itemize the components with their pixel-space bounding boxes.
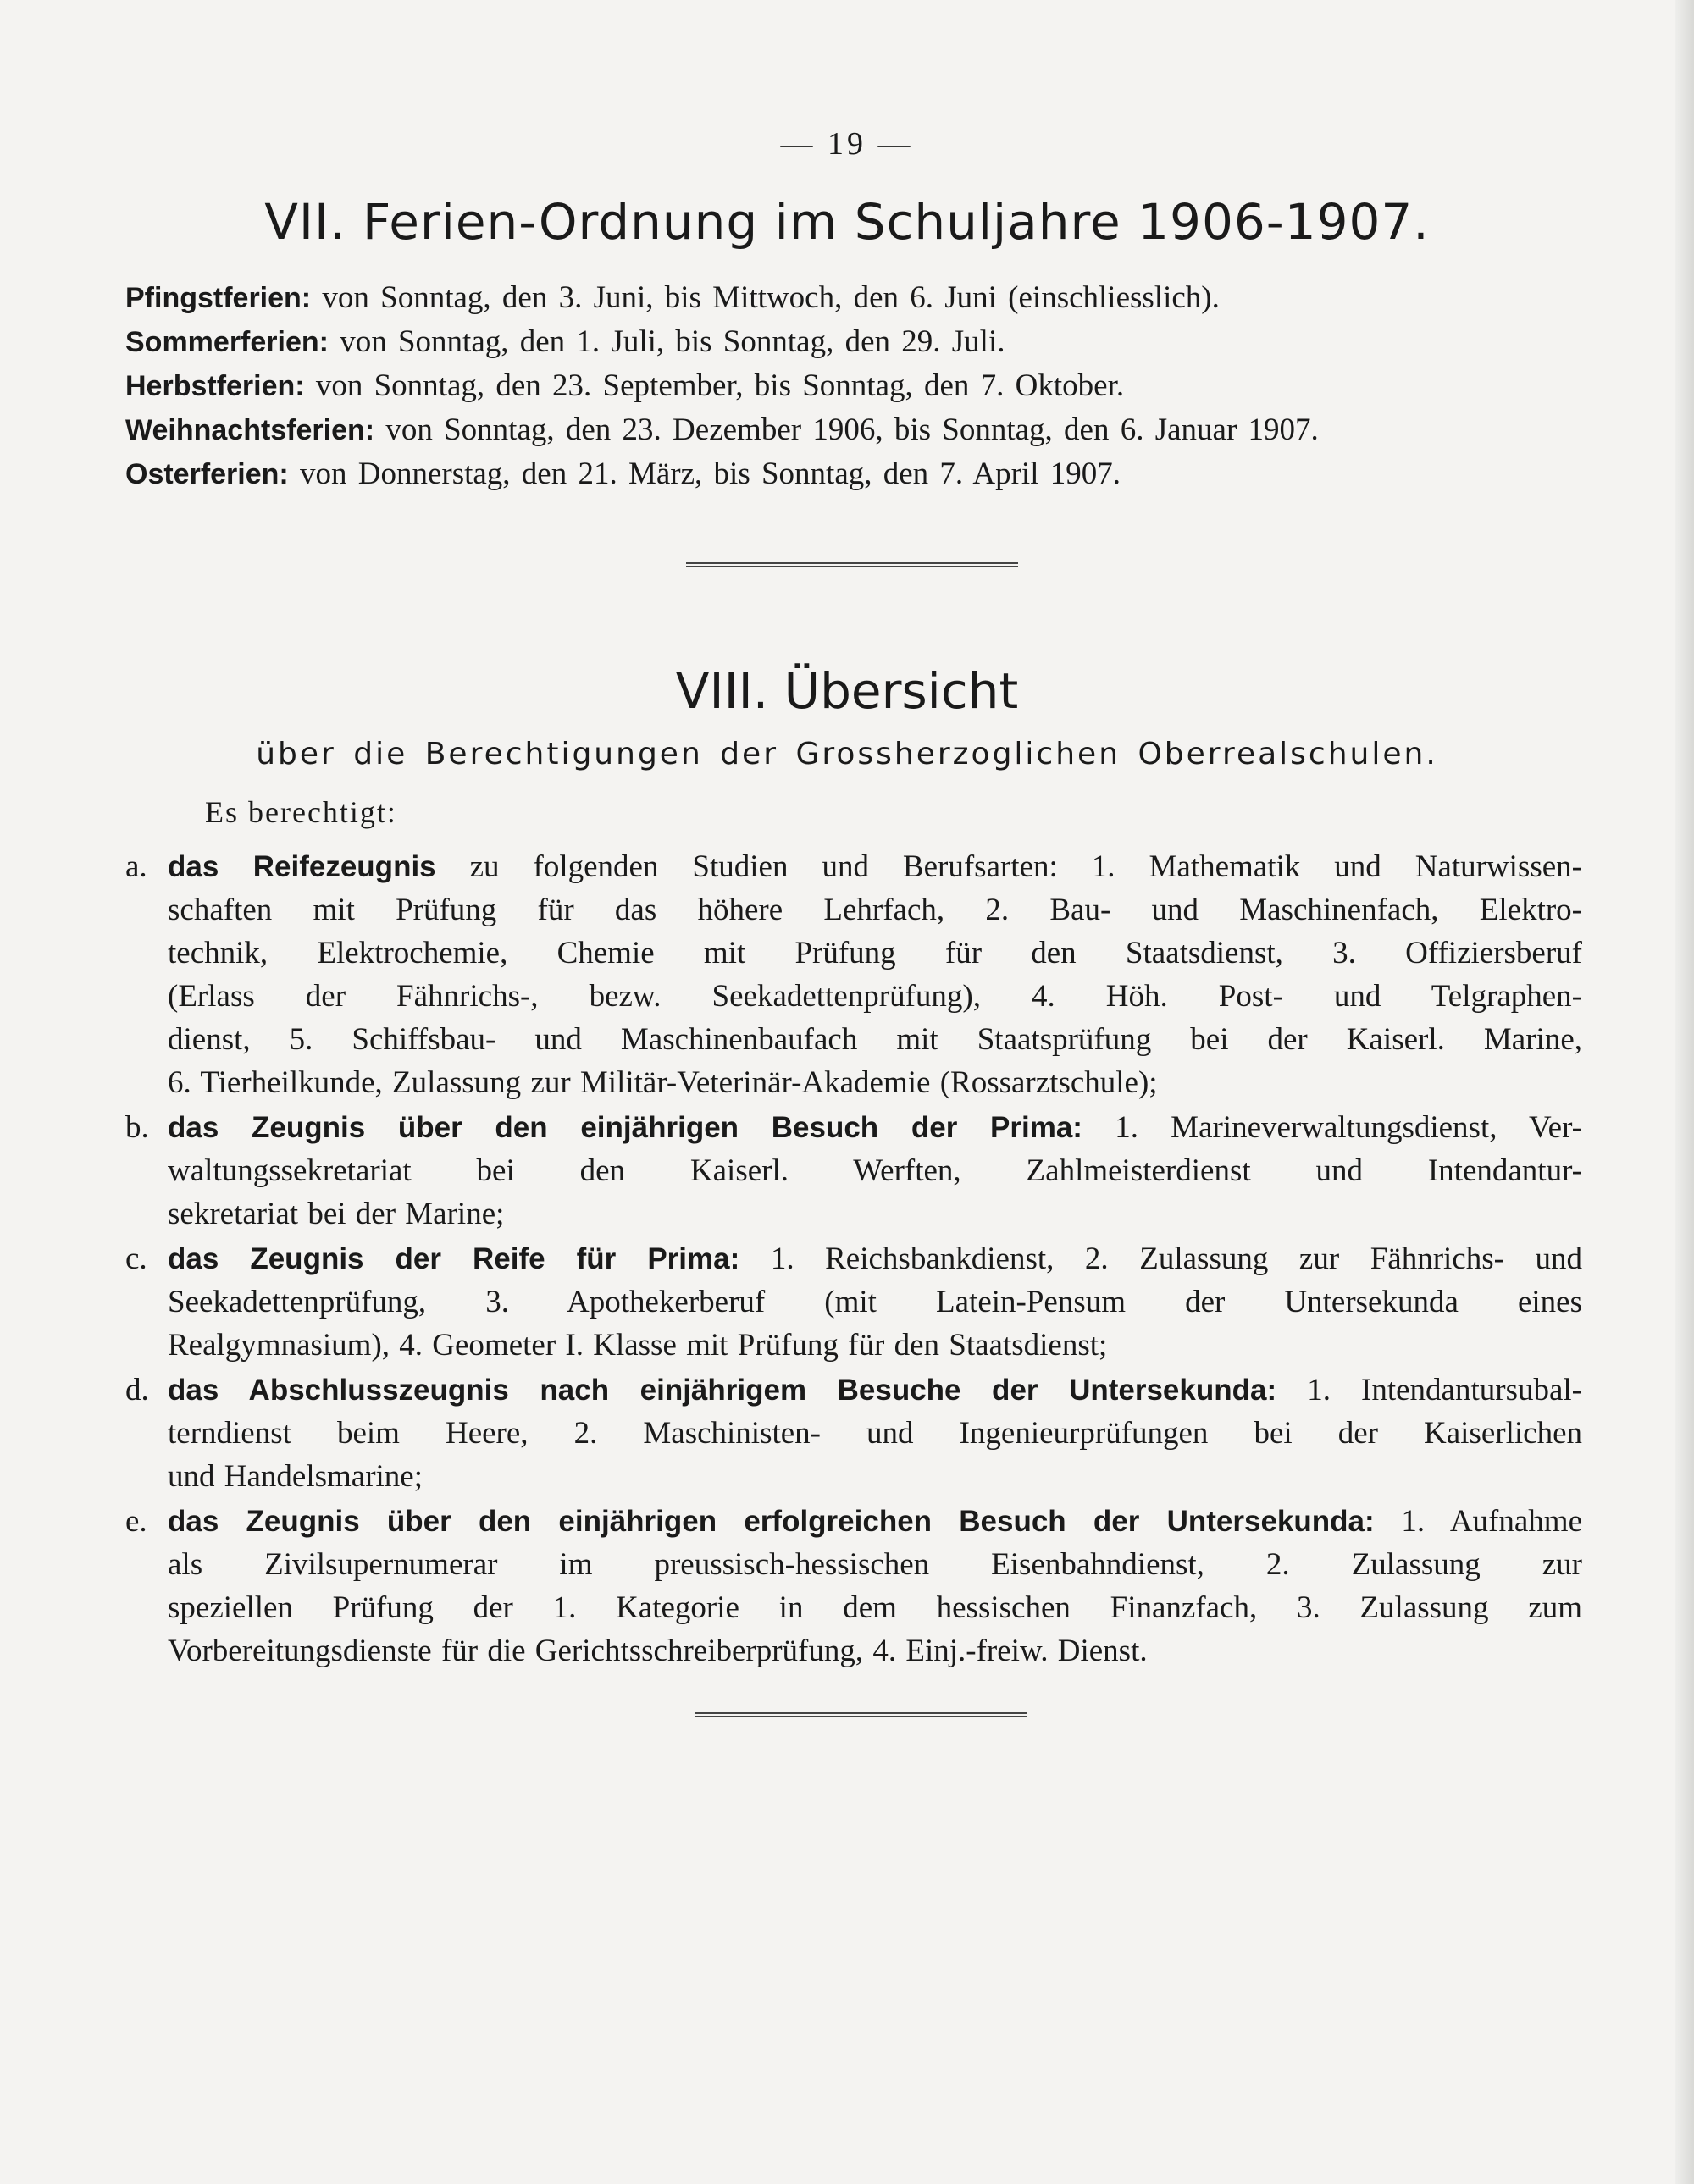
item-text: zu folgenden Studien und Berufsarten: 1. Mathematik und Naturwissen- <box>435 849 1582 884</box>
entitlement-list <box>125 845 1582 1674</box>
page-edge-shadow <box>1675 0 1694 2184</box>
holiday-text: von Sonntag, den 23. Dezember 1906, bis Sonntag, den 6. Januar 1907. <box>385 412 1319 447</box>
holiday-text: von Sonntag, den 1. Juli, bis Sonntag, den 29. Juli. <box>340 324 1005 359</box>
item-line: sekretariat bei der Marine; <box>168 1197 505 1231</box>
section-divider <box>686 562 1018 567</box>
item-letter: e. <box>125 1504 147 1539</box>
holiday-pfingstferien <box>125 276 1582 320</box>
list-item-c <box>125 1237 1582 1367</box>
item-label: das Abschlusszeugnis nach einjährigem Besuche der Untersekunda: <box>168 1374 1277 1407</box>
item-text: 1. Aufnahme <box>1374 1504 1582 1539</box>
holiday-text: von Sonntag, den 23. September, bis Sonntag, den 7. Oktober. <box>315 368 1125 403</box>
item-line <box>168 1106 1582 1149</box>
item-line: und Handelsmarine; <box>168 1459 423 1494</box>
item-label: das Zeugnis der Reife für Prima: <box>168 1242 740 1275</box>
item-line <box>168 1237 1582 1280</box>
item-line: terndienst beim Heere, 2. Maschinisten- und Ingenieurprüfungen bei der Kaiserlichen <box>168 1416 1582 1451</box>
item-line: dienst, 5. Schiffsbau- und Maschinenbaufach mit Staatsprüfung bei der Kaiserl. Marine, <box>168 1022 1582 1057</box>
holiday-label: Sommerferien: <box>125 326 329 358</box>
item-letter: a. <box>125 849 147 884</box>
item-letter: d. <box>125 1373 149 1407</box>
item-text: 1. Intendantursubal- <box>1276 1373 1582 1407</box>
item-line: Vorbereitungsdienste für die Gerichtsschreiberprüfung, 4. Einj.-freiw. Dienst. <box>168 1634 1148 1668</box>
item-line: schaften mit Prüfung für das höhere Lehrfach, 2. Bau- und Maschinenfach, Elektro- <box>168 893 1582 927</box>
item-text: 1. Marineverwaltungsdienst, Ver- <box>1082 1110 1582 1145</box>
section-8-title: VIII. Übersicht <box>675 662 1019 720</box>
holiday-label: Osterferien: <box>125 458 289 490</box>
holiday-weihnachtsferien <box>125 408 1582 452</box>
holiday-label: Weihnachtsferien: <box>125 414 375 446</box>
list-item-e <box>125 1500 1582 1673</box>
section-7-title: VII. Ferien-Ordnung im Schuljahre 1906-1907. <box>264 193 1430 251</box>
closing-divider <box>695 1712 1027 1717</box>
item-line: 6. Tierheilkunde, Zulassung zur Militär-Veterinär-Akademie (Rossarztschule); <box>168 1065 1158 1100</box>
item-letter: c. <box>125 1241 147 1276</box>
item-line <box>168 845 1582 888</box>
holiday-herbstferien <box>125 364 1582 408</box>
item-label: das Zeugnis über den einjährigen erfolgreichen Besuch der Untersekunda: <box>168 1505 1375 1538</box>
holiday-text: von Sonntag, den 3. Juni, bis Mittwoch, den 6. Juni (einschliesslich). <box>322 280 1220 315</box>
item-line: als Zivilsupernumerar im preussisch-hessischen Eisenbahndienst, 2. Zulassung zur <box>168 1547 1582 1582</box>
item-line: Realgymnasium), 4. Geometer I. Klasse mit Prüfung für den Staatsdienst; <box>168 1328 1108 1363</box>
holiday-text: von Donnerstag, den 21. März, bis Sonntag, den 7. April 1907. <box>299 456 1121 491</box>
item-text: 1. Reichsbankdienst, 2. Zulassung zur Fähnrichs- und <box>739 1241 1582 1276</box>
holiday-list <box>125 276 1582 496</box>
list-item-a <box>125 845 1582 1104</box>
holiday-sommerferien <box>125 320 1582 364</box>
item-label: das Reifezeugnis <box>168 850 436 883</box>
holiday-osterferien <box>125 452 1582 496</box>
item-line: (Erlass der Fähnrichs-, bezw. Seekadettenprüfung), 4. Höh. Post- und Telgraphen- <box>168 979 1582 1014</box>
holiday-label: Pfingstferien: <box>125 282 312 314</box>
page-number: — 19 — <box>780 126 914 162</box>
item-line: technik, Elektrochemie, Chemie mit Prüfung für den Staatsdienst, 3. Offiziersberuf <box>168 936 1582 970</box>
item-line: waltungssekretariat bei den Kaiserl. Werften, Zahlmeisterdienst und Intendantur- <box>168 1153 1582 1188</box>
item-line: speziellen Prüfung der 1. Kategorie in dem hessischen Finanzfach, 3. Zulassung zum <box>168 1590 1582 1625</box>
item-line <box>168 1500 1582 1543</box>
item-letter: b. <box>125 1110 149 1145</box>
list-item-b <box>125 1106 1582 1236</box>
intro-text: Es berechtigt: <box>205 795 397 829</box>
item-line <box>168 1368 1582 1412</box>
list-item-d <box>125 1368 1582 1498</box>
item-line: Seekadettenprüfung, 3. Apothekerberuf (mit Latein-Pensum der Untersekunda eines <box>168 1285 1582 1319</box>
item-label: das Zeugnis über den einjährigen Besuch der Prima: <box>168 1111 1082 1144</box>
holiday-label: Herbstferien: <box>125 370 305 402</box>
section-8-subtitle: über die Berechtigungen der Grossherzoglichen Oberrealschulen. <box>256 737 1438 771</box>
